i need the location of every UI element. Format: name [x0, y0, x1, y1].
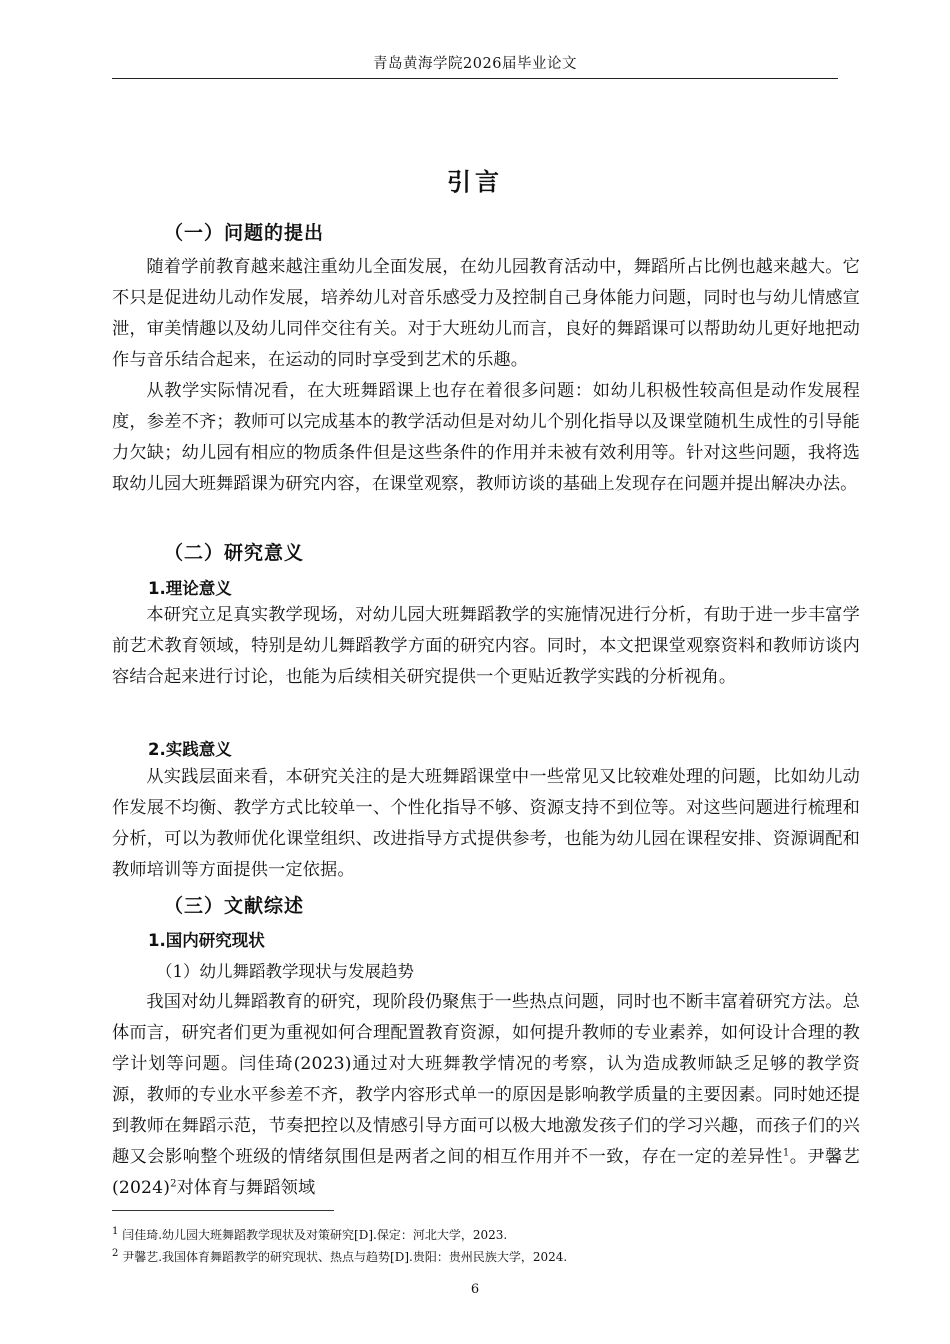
footnote-ref[interactable]: 2	[170, 1178, 177, 1190]
paragraph-text-part: 。尹馨艺(2024)	[112, 1147, 860, 1198]
paragraph-problem-2	[112, 376, 860, 500]
heading-theoretical: 1.理论意义	[148, 579, 232, 598]
footnote-ref[interactable]: 1	[782, 1147, 790, 1159]
paragraph-text: 从实践层面来看，本研究关注的是大班舞蹈课堂中一些常见又比较难处理的问题，比如幼儿动作发展不均衡、教学方式比较单一、个性化指导不够、资源支持不到位等。对这些问题进行梳理和分析，可以为教师优化课堂组织、改进指导方式提供参考，也能为幼儿园在课程安排、资源调配和教师培训等方面提供一定依据。	[112, 767, 860, 880]
section-title: 引言	[447, 168, 503, 196]
heading-practical: 2.实践意义	[148, 740, 232, 759]
paragraph-theoretical	[112, 600, 860, 693]
footnote-mark: 2	[112, 1248, 119, 1259]
footnote-text: 尹馨艺.我国体育舞蹈教学的研究现状、热点与趋势[D].贵阳：贵州民族大学，2024.	[122, 1250, 568, 1264]
page-number: 6	[470, 1282, 480, 1297]
heading-problem-statement: （一）问题的提出	[164, 222, 325, 244]
footnote-rule	[112, 1210, 334, 1211]
header-rule	[112, 78, 838, 79]
heading-dance-teaching-status: （1）幼儿舞蹈教学现状与发展趋势	[156, 962, 414, 981]
heading-domestic-research: 1.国内研究现状	[148, 931, 265, 950]
heading-literature-review: （三）文献综述	[164, 895, 305, 917]
footnote-text: 闫佳琦.幼儿园大班舞蹈教学现状及对策研究[D].保定：河北大学，2023.	[122, 1228, 508, 1242]
paragraph-problem-1	[112, 252, 860, 376]
paragraph-text-part: 我国对幼儿舞蹈教育的研究，现阶段仍聚焦于一些热点问题，同时也不断丰富着研究方法。总体而言，研究者们更为重视如何合理配置教育资源，如何提升教师的专业素养，如何设计合理的教学计划等问题。闫佳琦(2023)通过对大班舞教学情况的考察，认为造成教师缺乏足够的教学资源，教师的专业水平参差不齐，教学内容形式单一的原因是影响教学质量的主要因素。同时她还提到教师在舞蹈示范，节奏把控以及情感引导方面可以极大地激发孩子们的学习兴趣，而孩子们的兴趣又会影响整个班级的情绪氛围但是两者之间的相互作用并不一致，存在一定的差异性	[112, 992, 860, 1167]
running-header: 青岛黄海学院2026届毕业论文	[373, 56, 577, 72]
heading-significance: （二）研究意义	[164, 542, 305, 564]
paragraph-text	[112, 987, 860, 1204]
paragraph-text-part: 对体育与舞蹈领域	[176, 1178, 316, 1198]
footnote-2	[112, 1248, 852, 1265]
paragraph-text: 本研究立足真实教学现场，对幼儿园大班舞蹈教学的实施情况进行分析，有助于进一步丰富学前艺术教育领域，特别是幼儿舞蹈教学方面的研究内容。同时，本文把课堂观察资料和教师访谈内容结合起来进行讨论，也能为后续相关研究提供一个更贴近教学实践的分析视角。	[112, 605, 860, 687]
paragraph-literature	[112, 987, 860, 1204]
paragraph-practical	[112, 762, 860, 886]
paragraph-text: 随着学前教育越来越注重幼儿全面发展，在幼儿园教育活动中，舞蹈所占比例也越来越大。它不只是促进幼儿动作发展，培养幼儿对音乐感受力及控制自己身体能力问题，同时也与幼儿情感宣泄，审美情趣以及幼儿同伴交往有关。对于大班幼儿而言，良好的舞蹈课可以帮助幼儿更好地把动作与音乐结合起来，在运动的同时享受到艺术的乐趣。	[112, 257, 860, 370]
footnote-1	[112, 1226, 852, 1243]
footnote-mark: 1	[112, 1226, 119, 1237]
paragraph-text: 从教学实际情况看，在大班舞蹈课上也存在着很多问题：如幼儿积极性较高但是动作发展程度，参差不齐；教师可以完成基本的教学活动但是对幼儿个别化指导以及课堂随机生成性的引导能力欠缺；幼儿园有相应的物质条件但是这些条件的作用并未被有效利用等。针对这些问题，我将选取幼儿园大班舞蹈课为研究内容，在课堂观察，教师访谈的基础上发现存在问题并提出解决办法。	[112, 381, 860, 494]
